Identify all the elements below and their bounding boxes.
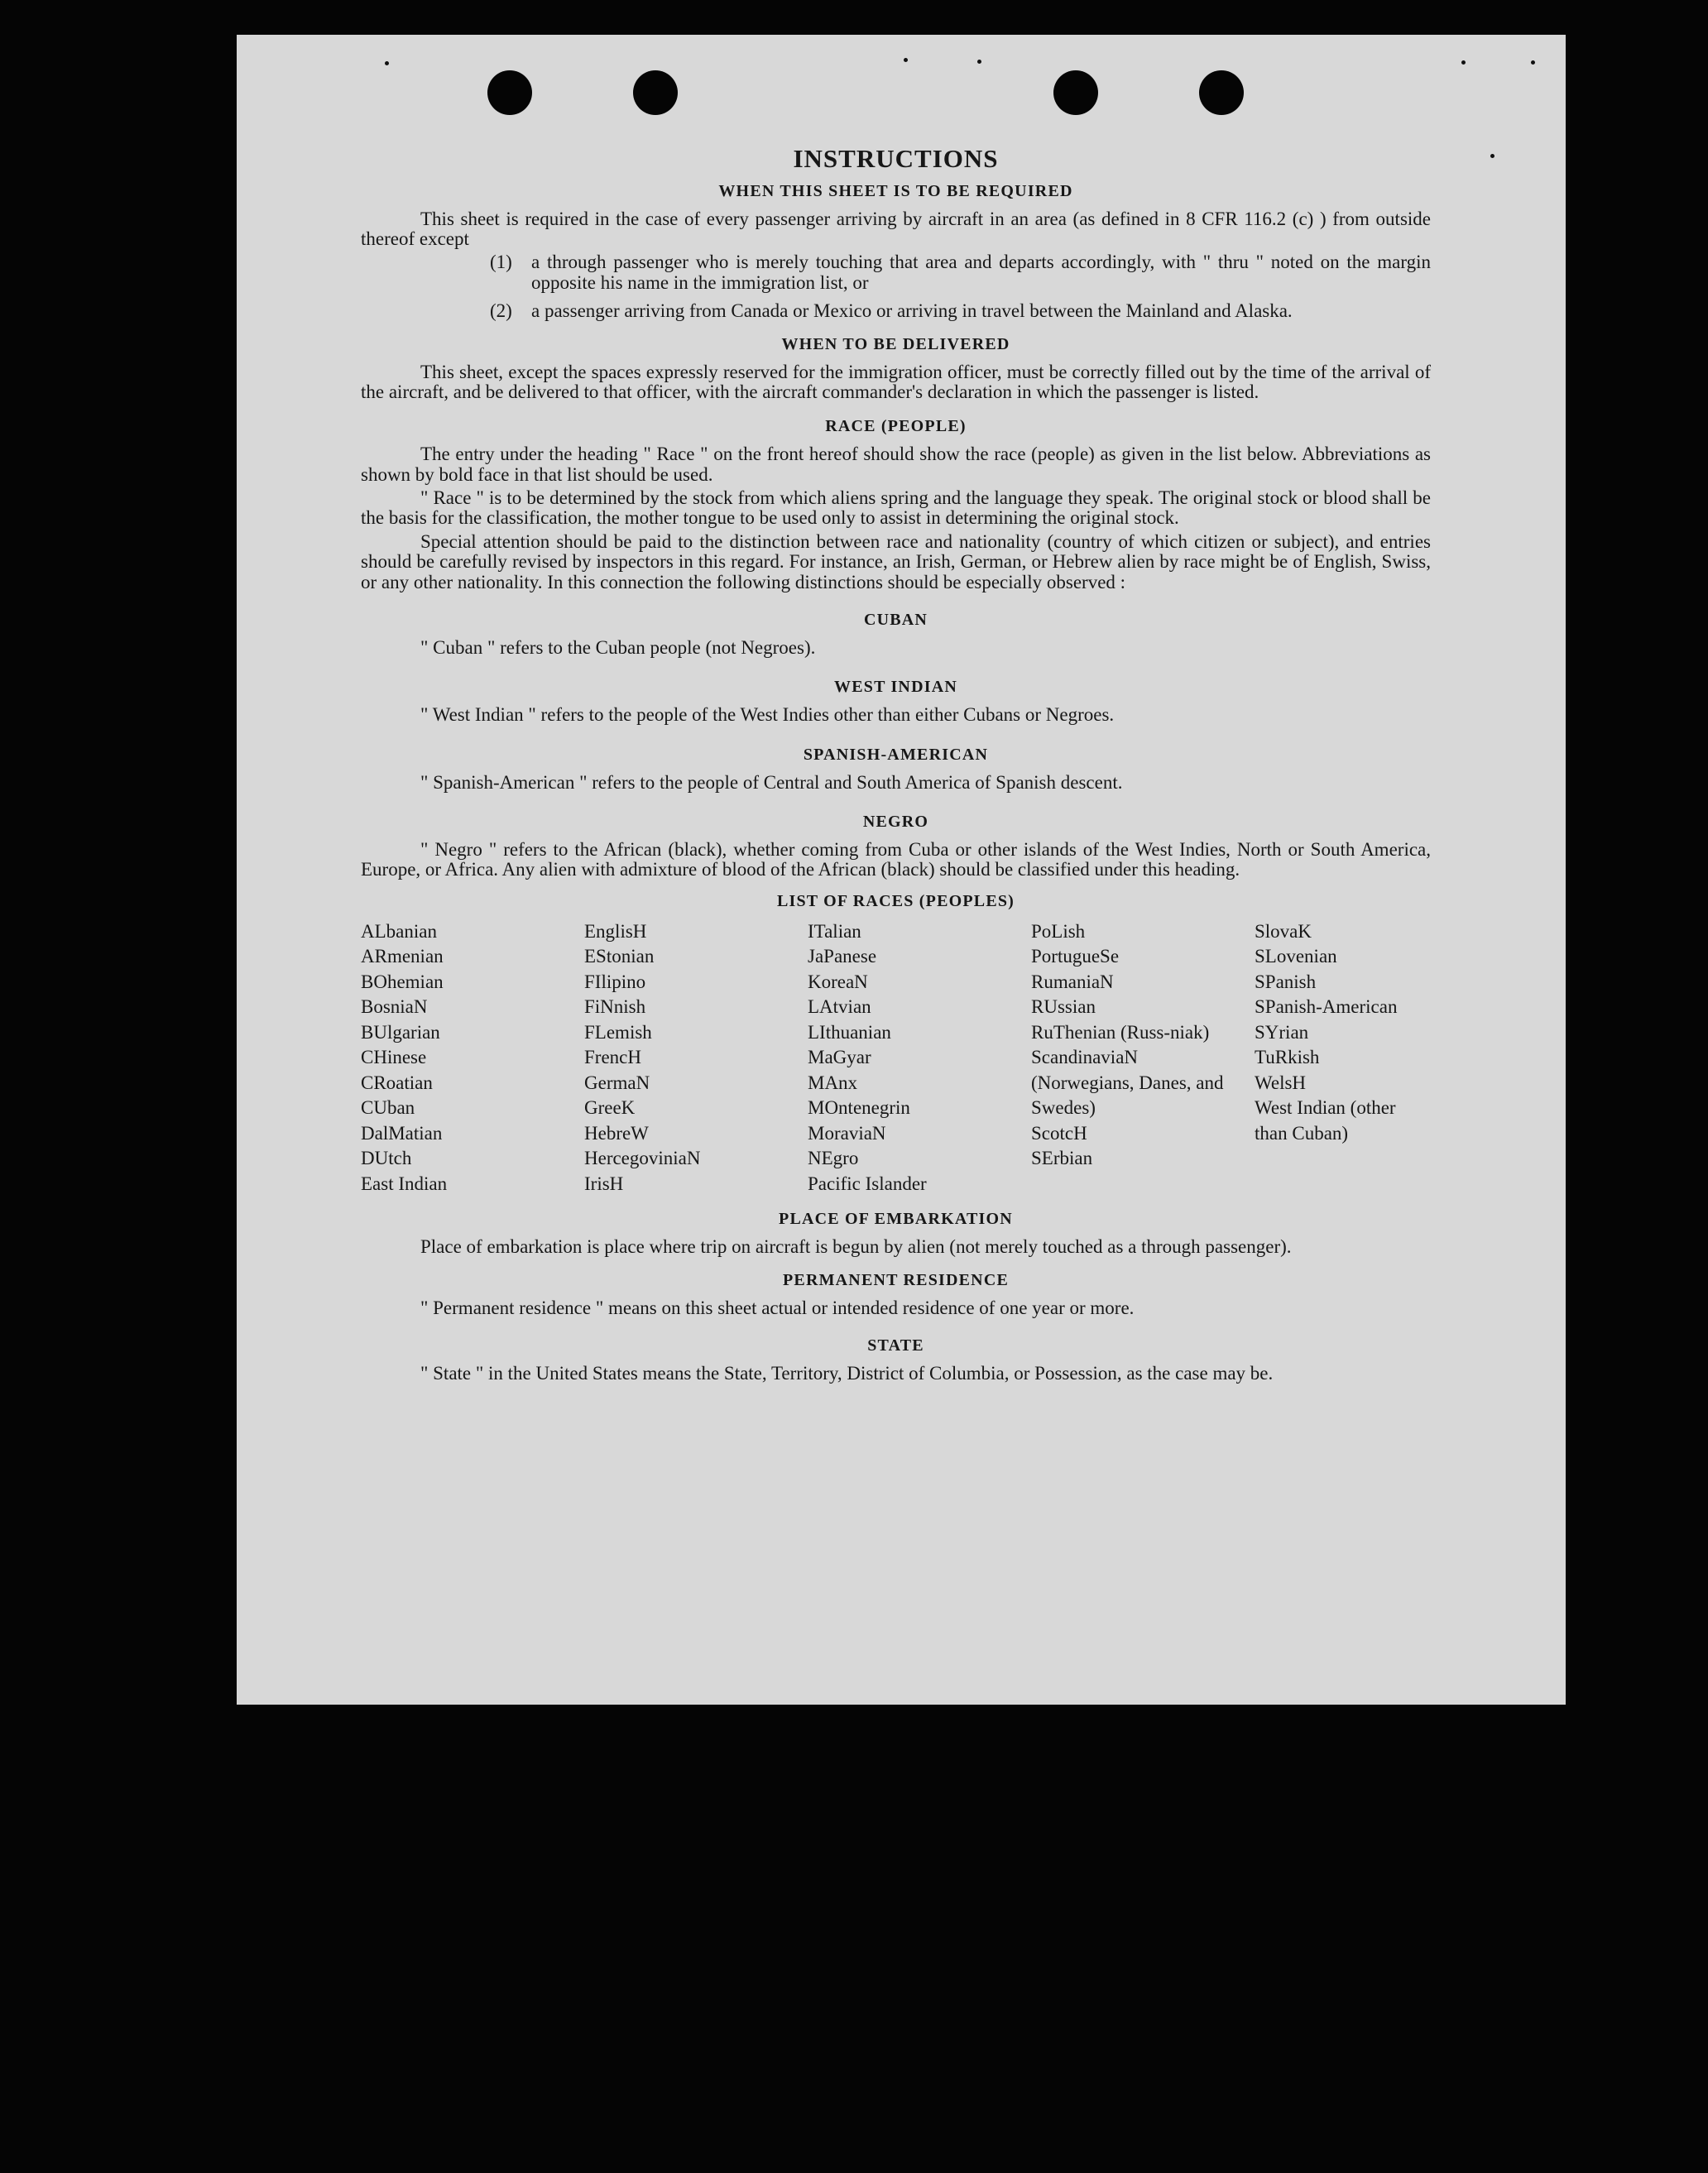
race-entry: MOntenegrin [808,1097,910,1119]
required-item-1 [361,252,1431,293]
section-heading-west-indian: WEST INDIAN [834,678,957,697]
section-heading-delivered: WHEN TO BE DELIVERED [781,334,1010,353]
race-entry: GreeK [584,1097,636,1119]
item-number: (2) [490,300,512,322]
dust-speck [1490,154,1494,158]
race-paragraph-1: The entry under the heading " Race " on the front hereof should show the race (people) as given in the list below. Abbreviations as shown by bold face in that list should be used. [361,444,1431,485]
section-heading-list-of-races: LIST OF RACES (PEOPLES) [776,891,1015,910]
race-entry: SPanish-American [1255,996,1398,1018]
race-column-4 [1031,919,1255,1197]
section-heading-negro: NEGRO [862,813,929,832]
item-text: a passenger arriving from Canada or Mexico or arriving in travel between the Mainland and Alaska. [531,300,1293,322]
race-entry: PoLish [1031,920,1086,942]
dust-speck [977,60,981,64]
race-entry: FiNnish [584,996,646,1018]
race-entry: West Indian (other than Cuban) [1255,1097,1396,1144]
race-entry: LAtvian [808,996,871,1018]
race-entry: ScandinaviaN (Norwegians, Danes, and Swedes) [1031,1047,1224,1119]
race-column-5 [1255,919,1431,1197]
race-entry: CRoatian [361,1072,433,1093]
race-entry: GermaN [584,1072,650,1093]
race-entry: ITalian [808,920,861,942]
dust-speck [904,58,908,62]
race-entry: PortugueSe [1031,946,1120,967]
race-entry: HercegoviniaN [584,1148,701,1169]
race-list-table [361,919,1431,1197]
race-entry: FIlipino [584,971,646,992]
race-entry: EStonian [584,946,655,967]
race-entry: HebreW [584,1122,649,1144]
dust-speck [1531,60,1535,65]
race-entry: ALbanian [361,920,437,942]
race-entry: TuRkish [1255,1047,1320,1068]
required-item-2 [361,301,1431,321]
race-entry: FLemish [584,1021,652,1043]
race-entry: DalMatian [361,1122,443,1144]
state-text: " State " in the United States means the State, Territory, District of Columbia, or Possession, as the case may be. [420,1363,1274,1384]
race-entry: RuThenian (Russ-niak) [1031,1021,1210,1043]
race-entry: MaGyar [808,1047,871,1068]
race-entry: JaPanese [808,946,877,967]
race-entry: MoraviaN [808,1122,886,1144]
document-sheet [237,35,1566,1705]
delivered-text: This sheet, except the spaces expressly reserved for the immigration officer, must be correctly filled out by the time of the arrival of the aircraft, and be delivered to that officer, with the aircraft commander's declaration in which the passenger is listed. [361,361,1431,402]
race-entry: EnglisH [584,920,647,942]
race-entry: SErbian [1031,1148,1093,1169]
race-entry: KoreaN [808,971,868,992]
race-entry: WelsH [1255,1072,1307,1093]
race-entry: RUssian [1031,996,1096,1018]
race-paragraph-2: " Race " is to be determined by the stock from which aliens spring and the language they speak. The original stock or blood shall be the basis for the classification, the mother tongue to be used only to assist in determining the original stock. [361,487,1431,529]
required-intro: This sheet is required in the case of every passenger arriving by aircraft in an area (as defined in 8 CFR 116.2 (c) ) from outside thereof except [361,208,1431,250]
race-entry: CHinese [361,1047,427,1068]
item-text: a through passenger who is merely touching that area and departs accordingly, with " thru " noted on the margin opposite his name in the immigration list, or [531,252,1431,293]
race-entry: BosniaN [361,996,428,1018]
race-entry: FrencH [584,1047,641,1068]
race-entry: DUtch [361,1148,412,1169]
cuban-text: " Cuban " refers to the Cuban people (not Negroes). [420,636,816,658]
race-entry: LIthuanian [808,1021,891,1043]
race-paragraph-3: Special attention should be paid to the distinction between race and nationality (country of which citizen or subject), and entries should be carefully revised by inspectors in this regard. For instance, an Irish, German, or Hebrew alien by race might be of English, Swiss, or any other nationality. In this connection the following distinctions should be especially observed : [361,530,1431,592]
race-entry: MAnx [808,1072,858,1093]
section-heading-residence: PERMANENT RESIDENCE [782,1270,1010,1289]
page-title: INSTRUCTIONS [793,144,999,173]
race-entry: SPanish [1255,971,1317,992]
race-entry: NEgro [808,1148,859,1169]
race-entry: ARmenian [361,946,444,967]
race-entry: BOhemian [361,971,444,992]
race-entry: SYrian [1255,1021,1309,1043]
race-entry: ScotcH [1031,1122,1087,1144]
punch-hole [633,70,678,115]
section-heading-required: WHEN THIS SHEET IS TO BE REQUIRED [718,181,1073,200]
punch-hole [1199,70,1244,115]
race-entry: RumaniaN [1031,971,1114,992]
section-heading-race: RACE (PEOPLE) [825,417,967,436]
race-entry: SLovenian [1255,946,1337,967]
section-heading-cuban: CUBAN [863,610,928,629]
dust-speck [1461,60,1466,65]
race-entry: East Indian [361,1173,448,1194]
spanish-american-text: " Spanish-American " refers to the people of Central and South America of Spanish descent. [420,771,1123,793]
race-column-1 [361,919,584,1197]
section-heading-state: STATE [867,1336,924,1355]
race-entry: BUlgarian [361,1021,440,1043]
west-indian-text: " West Indian " refers to the people of the West Indies other than either Cubans or Negroes. [420,704,1115,726]
race-entry: Pacific Islander [808,1173,927,1194]
race-entry: CUban [361,1097,415,1119]
race-entry: IrisH [584,1173,624,1194]
race-column-3 [808,919,1031,1197]
punch-hole [487,70,532,115]
race-column-2 [584,919,808,1197]
instructions-content [361,144,1431,1384]
punch-hole [1053,70,1098,115]
section-heading-spanish-american: SPANISH-AMERICAN [803,745,989,764]
section-heading-embarkation: PLACE OF EMBARKATION [779,1210,1013,1229]
dust-speck [385,61,389,65]
race-entry: SlovaK [1255,920,1312,942]
negro-text: " Negro " refers to the African (black), whether coming from Cuba or other islands of the West Indies, North or South America, Europe, or Africa. Any alien with admixture of blood of the African (black) should be classified under this heading. [361,839,1431,880]
residence-text: " Permanent residence " means on this sheet actual or intended residence of one year or more. [420,1297,1135,1318]
item-number: (1) [490,252,512,273]
embarkation-text: Place of embarkation is place where trip on aircraft is begun by alien (not merely touched as a through passenger). [420,1236,1292,1258]
